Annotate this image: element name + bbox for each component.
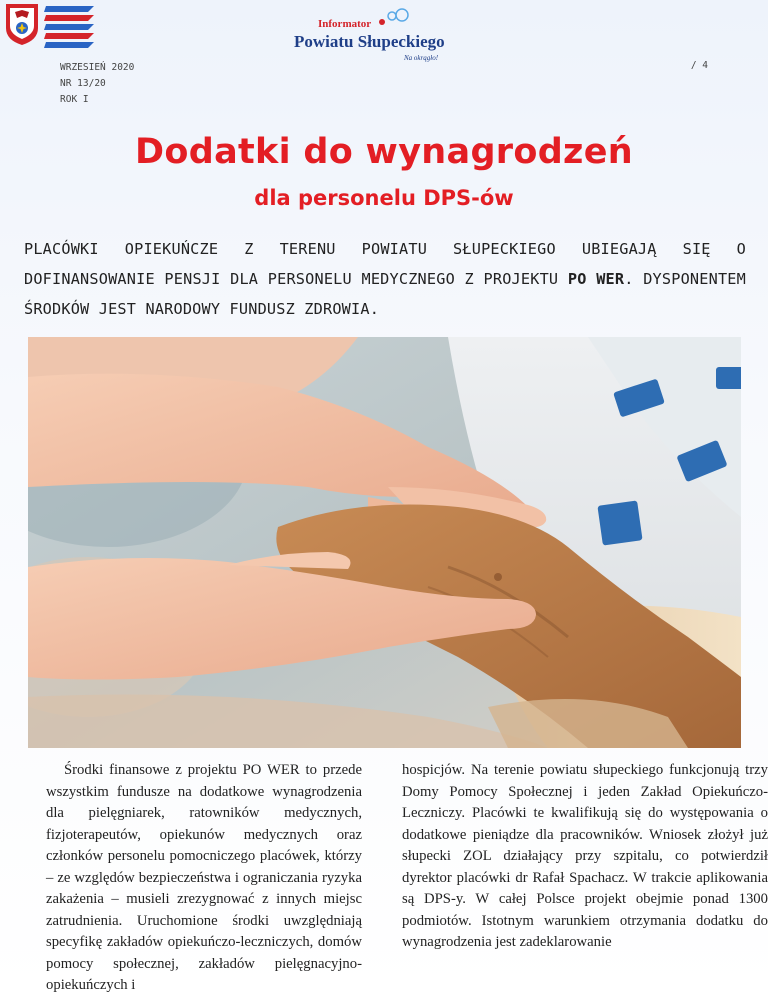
logo-title-text: Powiatu Słupeckiego <box>294 32 445 51</box>
page-number: / 4 <box>690 60 708 71</box>
lead-bold-text: PO WER <box>567 270 625 288</box>
issue-date: WRZESIEŃ 2020 <box>60 62 135 73</box>
article-lead <box>24 234 746 324</box>
lead-text-2: . DYSPONENTEM ŚRODKÓW JEST NARODOWY FUNDUSZ ZDROWIA. <box>24 270 746 318</box>
logo-informator-text: Informator <box>318 18 372 30</box>
flag-stripes-decoration <box>44 6 94 50</box>
logo-tagline: Na okrągło! <box>404 54 439 62</box>
article-subtitle: dla personelu DPS-ów <box>254 186 514 210</box>
article-body-right-column: hospicjów. Na terenie powiatu słupeckiego funkcjonują trzy Domy Pomocy Społecznej i jeden Zakład Opiekuńczo-Leczniczy. Placówki te kwalifikują się do występowania o dodatkowe pieniądze dla pracowników. Wniosek złożył już słupecki ZOL działający przy szpitalu, co potwierdził dyrektor placówki dr Rafał Spachacz. W trakcie aplikowania są DPS-y. W całej Polsce projekt obejmie ponad 1300 podmiotów. Istotnym warunkiem otrzymania dodatku do wynagrodzenia jest zadeklarowanie <box>402 762 768 950</box>
lead-text-1: PLACÓWKI OPIEKUŃCZE Z TERENU POWIATU SŁUPECKIEGO UBIEGAJĄ SIĘ O DOFINANSOWANIE PENSJI DLA PERSONELU MEDYCZNEGO Z PROJEKTU <box>24 240 746 288</box>
article-photo-hands <box>28 337 741 748</box>
issue-number: NR 13/20 <box>60 78 106 89</box>
article-body-left-column: Środki finansowe z projektu PO WER to przede wszystkim fundusze na dodatkowe wynagrodzenia dla pielęgniarek, ratowników medycznych, fizjoterapeutów, opiekunów medycznych oraz członków personelu pomocniczego placówek, którzy – ze względów bezpieczeństwa i ograniczania ryzyka zakażenia – musieli zrezygnować z innych miejsc zatrudnienia. Uruchomione środki uwzględniają specyfikę zakładów opiekuńczo-leczniczych, domów pomocy społecznej, zakładów pielęgnacyjno-opiekuńczych i <box>46 762 362 993</box>
issue-year: ROK I <box>60 94 89 105</box>
county-crest-logo <box>4 2 40 46</box>
article-title: Dodatki do wynagrodzeń <box>135 132 633 172</box>
hands-illustration <box>28 337 741 748</box>
newsletter-logo <box>294 8 484 68</box>
bubbles-icon <box>376 8 416 30</box>
issue-meta <box>60 60 134 108</box>
